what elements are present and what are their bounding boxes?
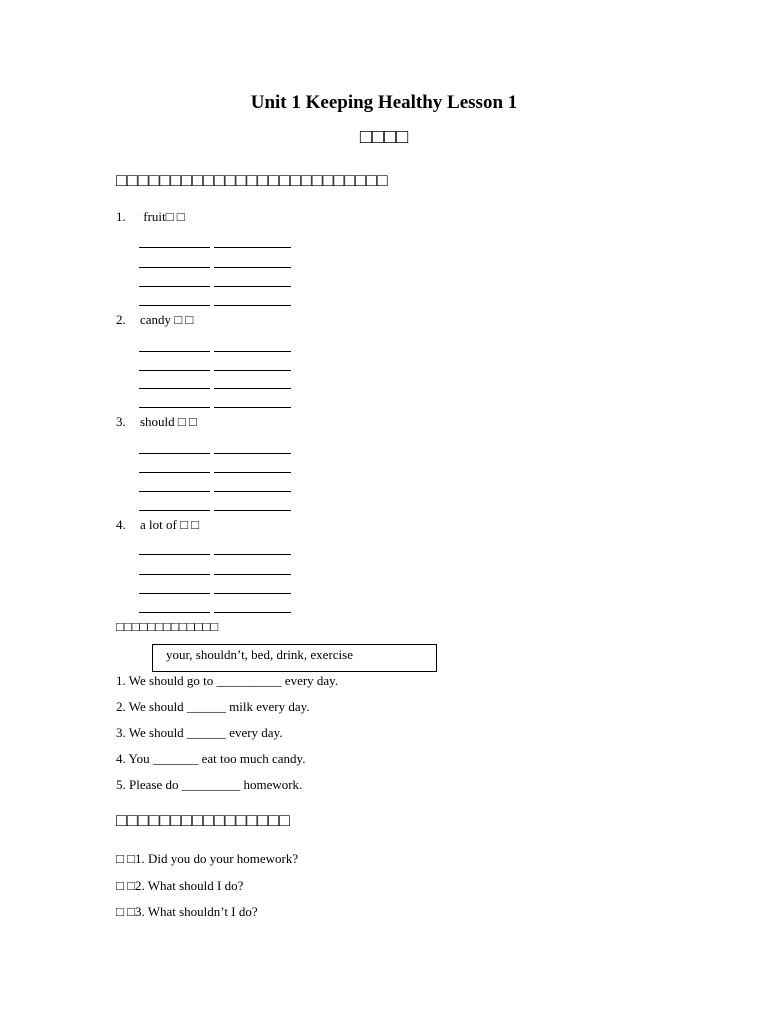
section2-heading: □□□□□□□□□□□□□ bbox=[116, 619, 219, 634]
item-number: 1. bbox=[116, 209, 126, 224]
writing-line[interactable] bbox=[214, 247, 291, 248]
exercise-item bbox=[116, 209, 185, 225]
writing-line[interactable] bbox=[139, 554, 210, 555]
item-word: fruit□ □ bbox=[140, 209, 185, 224]
writing-line[interactable] bbox=[214, 370, 291, 371]
fill-blank-sentence: 4. You _______ eat too much candy. bbox=[116, 751, 306, 766]
matching-question: □ □3. What shouldn’t I do? bbox=[116, 904, 258, 919]
writing-line[interactable] bbox=[139, 510, 210, 511]
writing-line[interactable] bbox=[214, 472, 291, 473]
item-number: 4. bbox=[116, 517, 126, 532]
item-word: should □ □ bbox=[140, 414, 197, 429]
document-subtitle: □□□□ bbox=[359, 126, 409, 148]
document-title: Unit 1 Keeping Healthy Lesson 1 bbox=[250, 92, 518, 113]
exercise-item bbox=[116, 517, 199, 533]
word-bank-box bbox=[152, 644, 437, 672]
writing-line[interactable] bbox=[214, 286, 291, 287]
matching-question: □ □1. Did you do your homework? bbox=[116, 851, 299, 866]
item-word: a lot of □ □ bbox=[140, 517, 200, 532]
matching-question: □ □2. What should I do? bbox=[116, 878, 244, 893]
writing-line[interactable] bbox=[214, 510, 291, 511]
writing-line[interactable] bbox=[214, 388, 291, 389]
item-number: 3. bbox=[116, 414, 126, 429]
writing-line[interactable] bbox=[139, 351, 210, 352]
writing-line[interactable] bbox=[139, 370, 210, 371]
writing-line[interactable] bbox=[214, 453, 291, 454]
exercise-item bbox=[116, 414, 197, 430]
writing-line[interactable] bbox=[214, 593, 291, 594]
writing-line[interactable] bbox=[214, 491, 291, 492]
exercise-item bbox=[116, 312, 193, 328]
word-bank-text: your, shouldn’t, bed, drink, exercise bbox=[166, 647, 353, 662]
writing-line[interactable] bbox=[139, 286, 210, 287]
fill-blank-sentence: 5. Please do _________ homework. bbox=[116, 777, 303, 792]
section1-heading: □□□□□□□□□□□□□□□□□□□□□□□□□ bbox=[116, 170, 388, 190]
writing-line[interactable] bbox=[214, 407, 291, 408]
writing-line[interactable] bbox=[139, 388, 210, 389]
writing-line[interactable] bbox=[139, 472, 210, 473]
writing-line[interactable] bbox=[214, 305, 291, 306]
section3-heading: □□□□□□□□□□□□□□□□ bbox=[116, 810, 290, 830]
writing-line[interactable] bbox=[214, 612, 291, 613]
writing-line[interactable] bbox=[214, 554, 291, 555]
writing-line[interactable] bbox=[139, 612, 210, 613]
writing-line[interactable] bbox=[214, 351, 291, 352]
fill-blank-sentence: 3. We should ______ every day. bbox=[116, 725, 283, 740]
writing-line[interactable] bbox=[139, 574, 210, 575]
fill-blank-sentence: 2. We should ______ milk every day. bbox=[116, 699, 310, 714]
writing-line[interactable] bbox=[139, 593, 210, 594]
writing-line[interactable] bbox=[214, 574, 291, 575]
writing-line[interactable] bbox=[139, 453, 210, 454]
writing-line[interactable] bbox=[139, 491, 210, 492]
item-number: 2. bbox=[116, 312, 126, 327]
writing-line[interactable] bbox=[214, 267, 291, 268]
writing-line[interactable] bbox=[139, 247, 210, 248]
item-word: candy □ □ bbox=[140, 312, 194, 327]
writing-line[interactable] bbox=[139, 407, 210, 408]
fill-blank-sentence: 1. We should go to __________ every day. bbox=[116, 673, 339, 688]
writing-line[interactable] bbox=[139, 267, 210, 268]
writing-line[interactable] bbox=[139, 305, 210, 306]
